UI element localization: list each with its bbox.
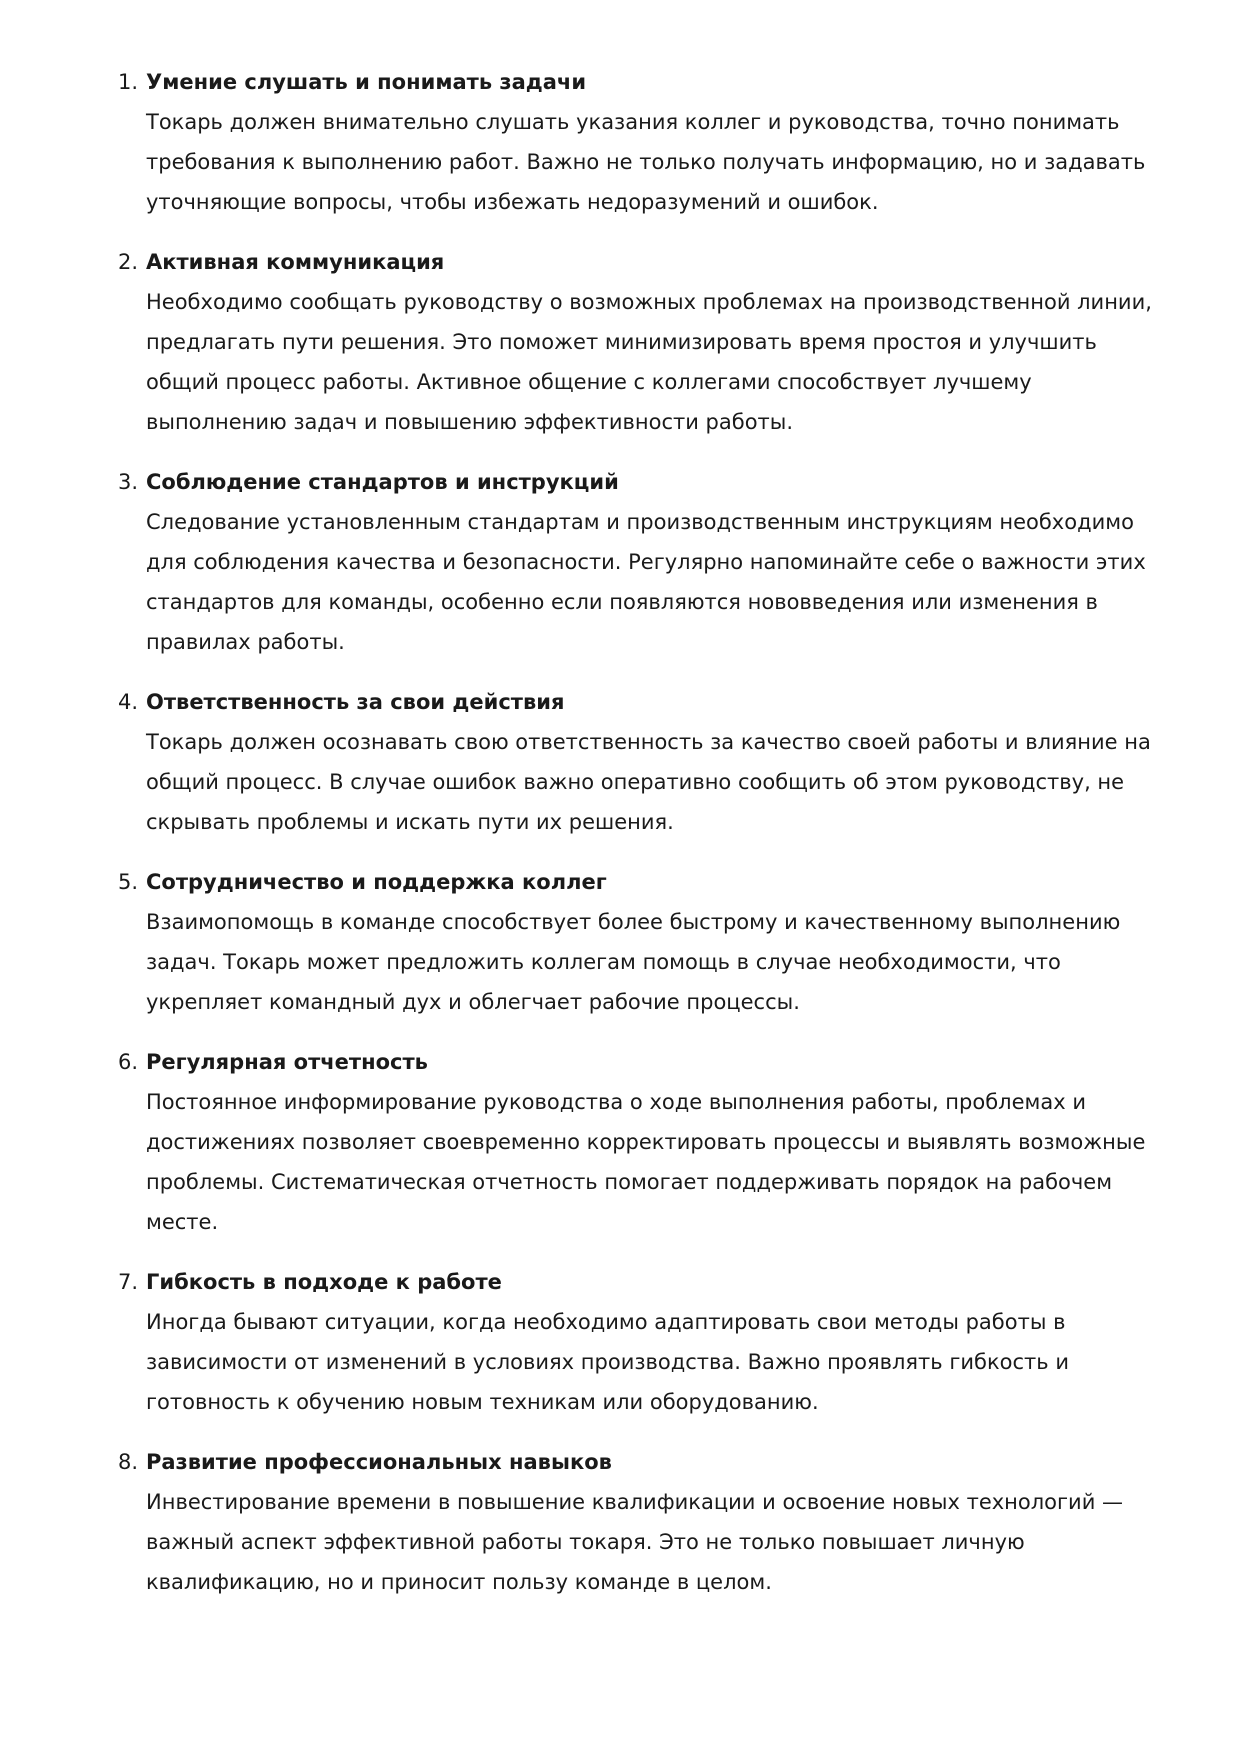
item-title: Сотрудничество и поддержка коллег (146, 870, 607, 894)
item-text: Токарь должен внимательно слушать указания коллег и руководства, точно понимать требования к выполнению работ. Важно не только получать информацию, но и задавать уточняющие вопросы, чтобы избежать недоразумений и ошибок. (146, 110, 1146, 214)
item-number: 1. (118, 70, 139, 94)
item-title: Умение слушать и понимать задачи (146, 70, 587, 94)
list-item (118, 1042, 1169, 1242)
item-number: 2. (118, 250, 139, 274)
list-item (118, 862, 1169, 1022)
list-item (118, 1262, 1169, 1422)
item-text: Взаимопомощь в команде способствует более быстрому и качественному выполнению задач. Токарь может предложить коллегам помощь в случае необходимости, что укрепляет командный дух и облегчает рабочие процессы. (146, 910, 1121, 1014)
item-title: Гибкость в подходе к работе (146, 1270, 502, 1294)
list-item (118, 242, 1169, 442)
item-text: Инвестирование времени в повышение квалификации и освоение новых технологий — важный аспект эффективной работы токаря. Это не только повышает личную квалификацию, но и приносит пользу команде в целом. (146, 1490, 1124, 1594)
item-text: Иногда бывают ситуации, когда необходимо адаптировать свои методы работы в зависимости от изменений в условиях производства. Важно проявлять гибкость и готовность к обучению новым техникам или оборудованию. (146, 1310, 1069, 1414)
list-item (118, 62, 1169, 222)
item-title: Соблюдение стандартов и инструкций (146, 470, 619, 494)
item-text: Необходимо сообщать руководству о возможных проблемах на производственной линии, предлагать пути решения. Это поможет минимизировать время простоя и улучшить общий процесс работы. Активное общение с коллегами способствует лучшему выполнению задач и повышению эффективности работы. (146, 290, 1152, 434)
list-item (118, 1442, 1169, 1602)
list-item (118, 462, 1169, 662)
item-text: Следование установленным стандартам и производственным инструкциям необходимо для соблюдения качества и безопасности. Регулярно напоминайте себе о важности этих стандартов для команды, особенно если появляются нововведения или изменения в правилах работы. (146, 510, 1146, 654)
item-title: Ответственность за свои действия (146, 690, 565, 714)
item-number: 3. (118, 470, 139, 494)
item-text: Постоянное информирование руководства о ходе выполнения работы, проблемах и достижениях позволяет своевременно корректировать процессы и выявлять возможные проблемы. Систематическая отчетность помогает поддерживать порядок на рабочем месте. (146, 1090, 1146, 1234)
item-number: 6. (118, 1050, 139, 1074)
item-title: Регулярная отчетность (146, 1050, 428, 1074)
item-text: Токарь должен осознавать свою ответственность за качество своей работы и влияние на общий процесс. В случае ошибок важно оперативно сообщить об этом руководству, не скрывать проблемы и искать пути их решения. (146, 730, 1151, 834)
item-title: Развитие профессиональных навыков (146, 1450, 612, 1474)
item-number: 5. (118, 870, 139, 894)
item-number: 7. (118, 1270, 139, 1294)
item-number: 4. (118, 690, 139, 714)
item-number: 8. (118, 1450, 139, 1474)
numbered-list (118, 62, 1169, 1602)
item-title: Активная коммуникация (146, 250, 445, 274)
list-item (118, 682, 1169, 842)
